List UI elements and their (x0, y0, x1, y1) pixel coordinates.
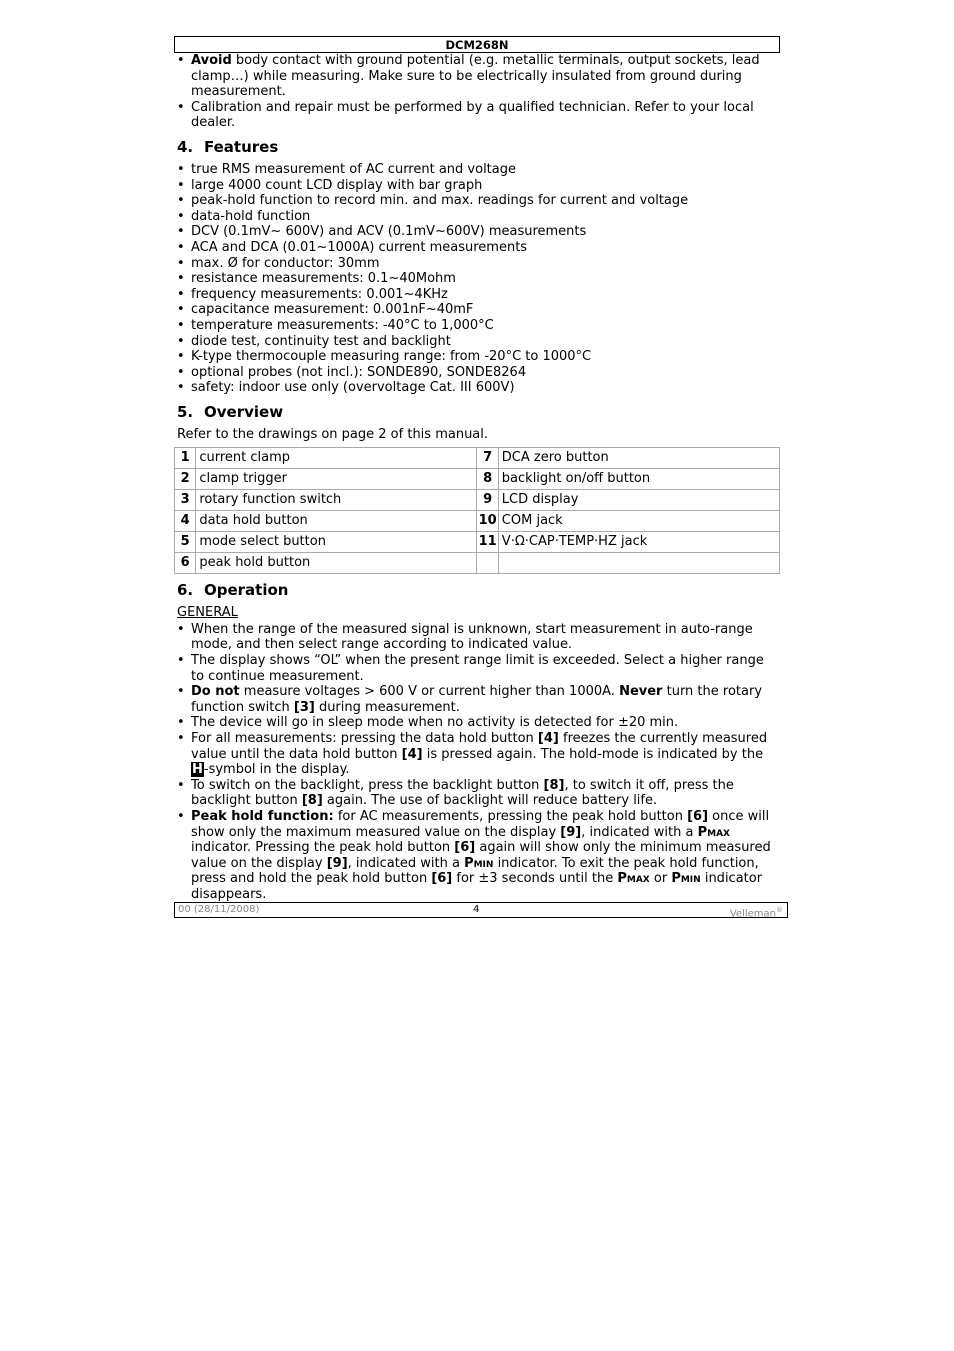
part-number: 3 (175, 489, 196, 510)
list-item: • The device will go in sleep mode when no activity is detected for ±20 min. (174, 715, 780, 731)
page-header: DCM268N (174, 36, 780, 53)
table-row (175, 468, 780, 489)
feature-item: • K-type thermocouple measuring range: from -20°C to 1000°C (174, 349, 780, 365)
part-label: rotary function switch (196, 489, 477, 510)
intro-bullets (174, 53, 780, 131)
feature-item: • frequency measurements: 0.001~4KHz (174, 287, 780, 303)
part-number: 5 (175, 531, 196, 552)
part-label: V·Ω·CAP·TEMP·HZ jack (498, 531, 779, 552)
list-item: • To switch on the backlight, press the backlight button [8], to switch it off, press the backlight button [8] again. The use of backlight will reduce battery life. (174, 778, 780, 809)
part-number: 7 (477, 447, 498, 468)
feature-item: • peak-hold function to record min. and max. readings for current and voltage (174, 193, 780, 209)
section-heading-operation: 6. Operation (177, 580, 289, 599)
pmin-indicator: Pmin (671, 871, 701, 887)
part-label: mode select button (196, 531, 477, 552)
feature-item: • resistance measurements: 0.1~40Mohm (174, 271, 780, 287)
part-number (477, 552, 498, 573)
part-label: COM jack (498, 510, 779, 531)
feature-item: • DCV (0.1mV~ 600V) and ACV (0.1mV~600V) measurements (174, 224, 780, 240)
hold-symbol-icon: H (192, 762, 203, 778)
part-label: data hold button (196, 510, 477, 531)
list-item: • For all measurements: pressing the data hold button [4] freezes the currently measured value until the data hold button [4] is pressed again. The hold-mode is indicated by the H-symbol in the display. (174, 731, 780, 778)
part-number: 8 (477, 468, 498, 489)
feature-item: • max. Ø for conductor: 30mm (174, 256, 780, 272)
footer-version: 00 (28/11/2008) (178, 904, 260, 915)
feature-item: • ACA and DCA (0.01~1000A) current measurements (174, 240, 780, 256)
footer-brand: Velleman® (729, 906, 783, 920)
overview-intro: Refer to the drawings on page 2 of this manual. (177, 426, 489, 442)
page-footer (174, 902, 788, 918)
table-row (175, 489, 780, 510)
part-number: 11 (477, 531, 498, 552)
pmin-indicator: Pmin (464, 855, 494, 871)
page-content (174, 36, 780, 903)
table-row (175, 447, 780, 468)
subheading-general: GENERAL (177, 604, 238, 620)
list-item: • When the range of the measured signal is unknown, start measurement in auto-range mode, and then select range according to indicated value. (174, 622, 780, 653)
feature-item: • optional probes (not incl.): SONDE890, SONDE8264 (174, 365, 780, 381)
feature-item: • capacitance measurement: 0.001nF~40mF (174, 302, 780, 318)
list-item: • Calibration and repair must be performed by a qualified technician. Refer to your local dealer. (174, 100, 780, 131)
part-label: backlight on/off button (498, 468, 779, 489)
part-number: 4 (175, 510, 196, 531)
operation-bullets (174, 622, 780, 903)
list-item: • Do not measure voltages > 600 V or current higher than 1000A. Never turn the rotary function switch [3] during measurement. (174, 684, 780, 715)
feature-item: • data-hold function (174, 209, 780, 225)
part-label: DCA zero button (498, 447, 779, 468)
list-item: • The display shows “OL” when the present range limit is exceeded. Select a higher range to continue measurement. (174, 653, 780, 684)
feature-item: • diode test, continuity test and backlight (174, 334, 780, 350)
feature-item: • true RMS measurement of AC current and voltage (174, 162, 780, 178)
part-label: clamp trigger (196, 468, 477, 489)
feature-item: • large 4000 count LCD display with bar graph (174, 178, 780, 194)
table-row (175, 531, 780, 552)
part-number: 10 (477, 510, 498, 531)
part-number: 1 (175, 447, 196, 468)
part-label: peak hold button (196, 552, 477, 573)
section-heading-overview: 5. Overview (177, 402, 284, 421)
pmax-indicator: Pmax (617, 871, 650, 887)
list-item: • Peak hold function: for AC measurements, pressing the peak hold button [6] once will show only the maximum measured value on the display [9], indicated with a Pmax indicator. Pressing the peak hold button [6] again will show only the minimum measured value on the display [9], indicated with a Pmin indicator. To exit the peak hold function, press and hold the peak hold button [6] for ±3 seconds until the Pmax or Pmin indicator disappears. (174, 809, 780, 903)
part-number: 2 (175, 468, 196, 489)
part-number: 9 (477, 489, 498, 510)
part-label (498, 552, 779, 573)
feature-item: • safety: indoor use only (overvoltage Cat. III 600V) (174, 380, 780, 396)
pmax-indicator: Pmax (697, 824, 730, 840)
page-number: 4 (473, 904, 480, 915)
part-number: 6 (175, 552, 196, 573)
table-row (175, 510, 780, 531)
section-heading-features: 4. Features (177, 137, 279, 156)
overview-table (174, 447, 780, 574)
part-label: LCD display (498, 489, 779, 510)
features-list (174, 162, 780, 396)
table-row (175, 552, 780, 573)
feature-item: • temperature measurements: -40°C to 1,000°C (174, 318, 780, 334)
part-label: current clamp (196, 447, 477, 468)
list-item: • Avoid body contact with ground potential (e.g. metallic terminals, output sockets, lead clamp…) while measuring. Make sure to be electrically insulated from ground during measurement. (174, 53, 780, 100)
